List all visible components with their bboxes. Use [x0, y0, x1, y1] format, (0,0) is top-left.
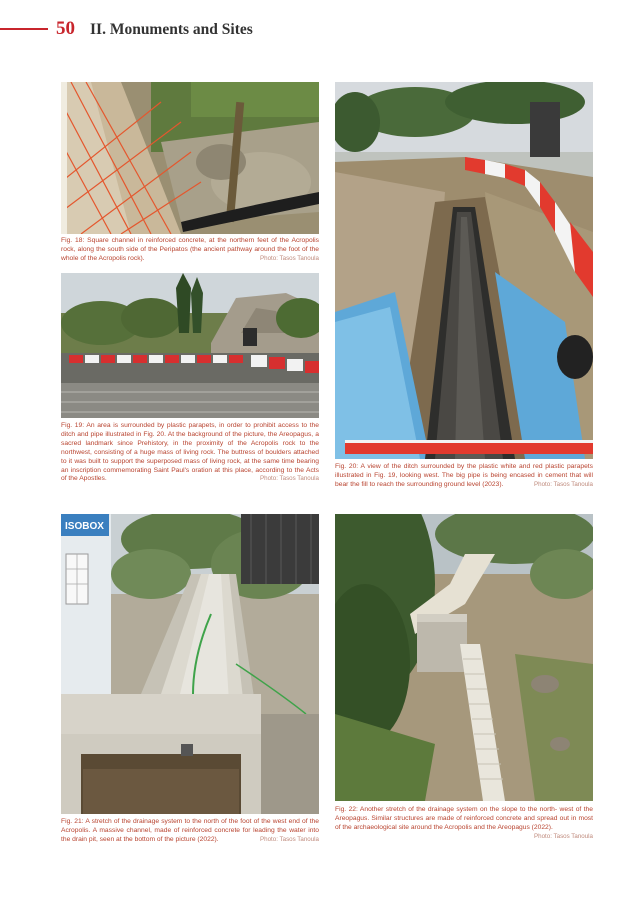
figure-19-caption: [61, 422, 319, 484]
figure-18-caption: [61, 237, 319, 264]
figure-18-credit: Photo: Tasos Tanoula: [260, 254, 319, 262]
figure-20-credit: Photo: Tasos Tanoula: [534, 480, 593, 488]
figure-19-credit: Photo: Tasos Tanoula: [260, 475, 319, 483]
figure-21-credit: Photo: Tasos Tanoula: [260, 835, 319, 843]
figure-22-photo: [335, 514, 593, 801]
figure-20-illustration: [335, 82, 593, 459]
figure-21-illustration: [61, 514, 319, 814]
figure-22-caption-text: Fig. 22: Another stretch of the drainage system on the slope to the north- west of the Areopagus. Similar structures are made of reinforced concrete and spread out in most of the archaeological site around the Acropolis and the Areopagus (2022).: [335, 806, 593, 831]
figure-22-credit: Photo: Tasos Tanoula: [534, 832, 593, 840]
figure-18-photo: [61, 82, 319, 234]
figure-21-photo: [61, 514, 319, 814]
figure-18-illustration: [61, 82, 319, 234]
page-header: [0, 18, 636, 42]
isobox-sign: ISOBOX: [65, 521, 104, 532]
page-number: 50: [56, 18, 75, 39]
section-title: II. Monuments and Sites: [90, 21, 253, 38]
figure-20-caption: [335, 463, 593, 490]
figure-19-caption-text: Fig. 19: An area is surrounded by plastic parapets, in order to prohibit access to the ditch and pipe illustrated in Fig. 20. At the background of the picture, the Areopagus, a sacred landmark since Prehistory, in the proximity of the Acropolis rock to the northwest, consisting of a huge mass of living rock. The buttress of boulders attached to it was built to support the superposed mass of living rock, at the same time bearing an inscription commemorating Saint Paul's oration at this place, according to the Acts of the Apostles.: [61, 422, 319, 483]
figure-22-illustration: [335, 514, 593, 801]
figure-20-photo: [335, 82, 593, 459]
figure-19-photo: [61, 273, 319, 418]
header-rule: [0, 28, 48, 30]
figure-19-illustration: [61, 273, 319, 418]
figure-21-caption: [61, 818, 319, 845]
figure-20-caption-text: Fig. 20: A view of the ditch surrounded by the plastic white and red plastic parapets illustrated in Fig. 19, looking west. The big pipe is being encased in cement that will bear the fill to reach the surrounding ground level (2023).: [335, 463, 593, 488]
figure-22-caption: [335, 806, 593, 842]
figure-21-caption-text: Fig. 21: A stretch of the drainage system to the north of the foot of the west end of the Acropolis. A massive channel, made of reinforced concrete for leading the water into the drain pit, seen at the bottom of the picture (2022).: [61, 818, 319, 843]
figure-18-caption-text: Fig. 18: Square channel in reinforced concrete, at the northern feet of the Acropolis rock, along the south side of the Peripatos (the ancient pathway around the foot of the whole of the Acropolis rock).: [61, 237, 319, 262]
